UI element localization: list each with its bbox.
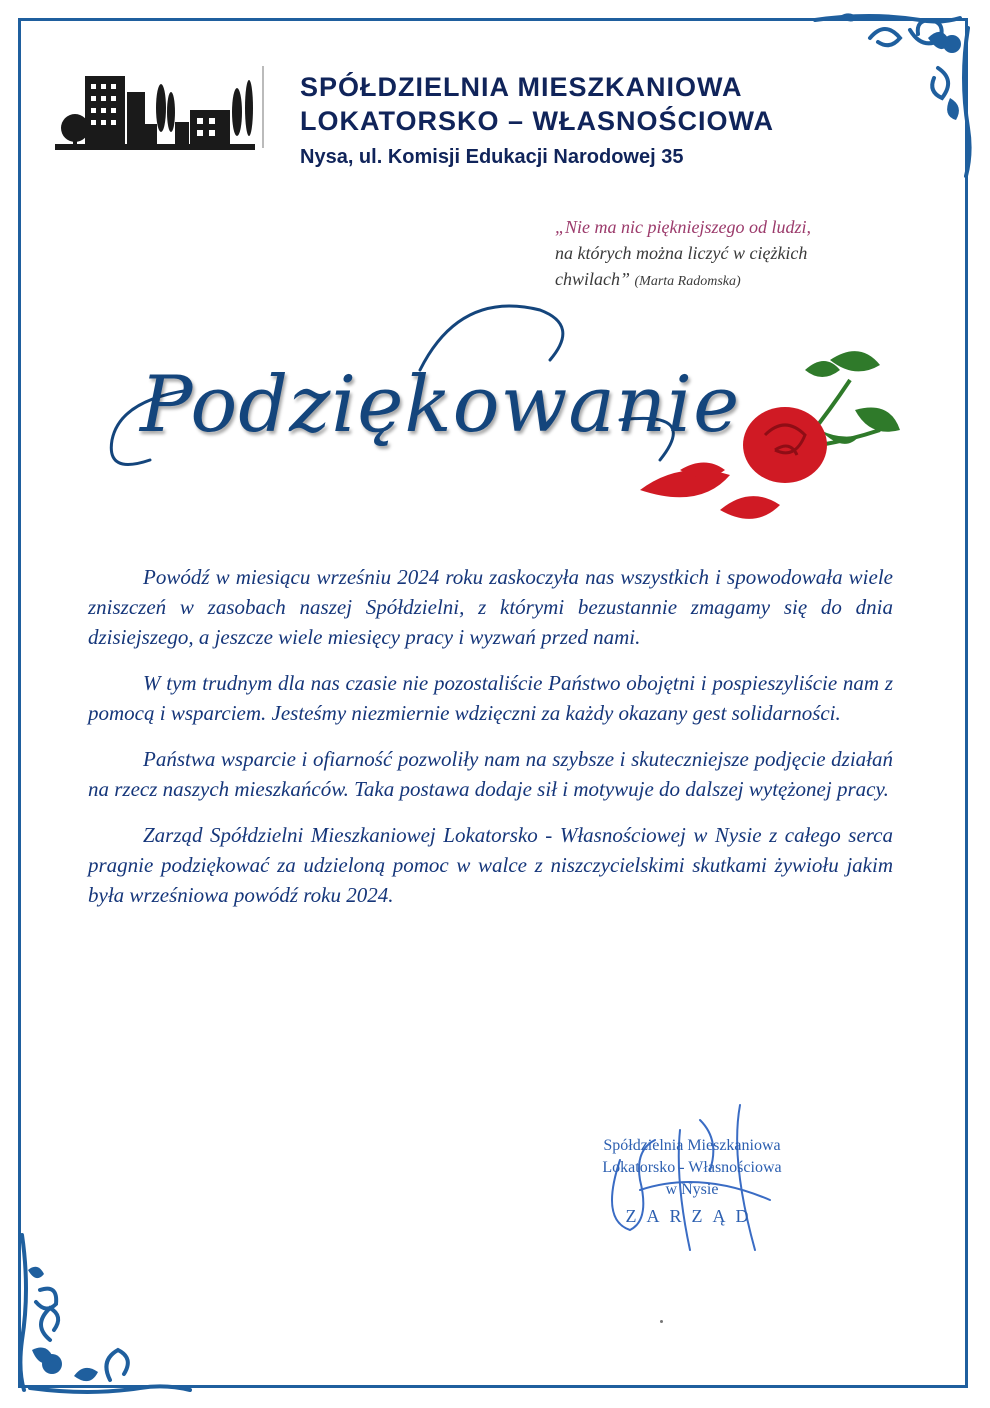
- quote-line3: chwilach”: [555, 269, 630, 289]
- corner-ornament-bottom-left: [10, 1230, 200, 1400]
- paragraph: Zarząd Spółdzielni Mieszkaniowej Lokatorsko - Własnościowej w Nysie z całego serca pragnie podziękować za udzieloną pomoc w walce z niszczycielskimi skutkami żywiołu jakim była wrześniowa powódź roku 2024.: [88, 823, 893, 907]
- logo-divider: [262, 66, 264, 148]
- letterhead: [300, 70, 774, 172]
- paragraph: Powódź w miesiącu wrześniu 2024 roku zaskoczyła nas wszystkich i spowodowała wiele zniszczeń w zasobach naszej Spółdzielni, z którymi bezustannie zmagamy się do dnia dzisiejszego, a jeszcze wiele miesięcy pracy i wyzwań przed nami.: [88, 565, 893, 649]
- document-title: Podziękowanie: [140, 360, 741, 450]
- quote-line2: na których można liczyć w ciężkich: [555, 243, 808, 263]
- cooperative-stamp: [572, 1135, 812, 1227]
- paragraph: Państwa wsparcie i ofiarność pozwoliły nam na szybsze i skuteczniejsze podjęcie działań na rzecz naszych mieszkańców. Taka postawa dodaje sił i motywuje do dalszej wytężonej pracy.: [88, 747, 893, 801]
- motto-quote: [555, 214, 885, 295]
- scan-speck: [660, 1320, 663, 1323]
- stamp-line1: Spółdzielnia Mieszkaniowa: [603, 1137, 781, 1154]
- quote-author: (Marta Radomska): [634, 274, 741, 289]
- cooperative-name-line2: LOKATORSKO – WŁASNOŚCIOWA: [300, 106, 775, 136]
- cooperative-address: Nysa, ul. Komisji Edukacji Narodowej 35: [300, 146, 684, 168]
- quote-line1: „Nie ma nic piękniejszego od ludzi,: [555, 217, 811, 237]
- corner-ornament-top-right: [810, 8, 980, 183]
- stamp-line3: w Nysie: [665, 1181, 719, 1198]
- stamp-line2: Lokatorsko - Własnościowa: [602, 1159, 782, 1176]
- cooperative-name-line1: SPÓŁDZIELNIA MIESZKANIOWA: [300, 72, 743, 102]
- quote-line3-wrap: [555, 266, 885, 295]
- cooperative-logo: [55, 62, 265, 152]
- stamp-board-label: ZARZĄD: [625, 1206, 759, 1226]
- red-rose-illustration: [620, 340, 920, 530]
- letter-body: [88, 562, 893, 926]
- paragraph: W tym trudnym dla nas czasie nie pozostaliście Państwo obojętni i pospieszyliście nam z pomocą i wsparciem. Jesteśmy niezmiernie wdzięczni za każdy okazany gest solidarności.: [88, 671, 893, 725]
